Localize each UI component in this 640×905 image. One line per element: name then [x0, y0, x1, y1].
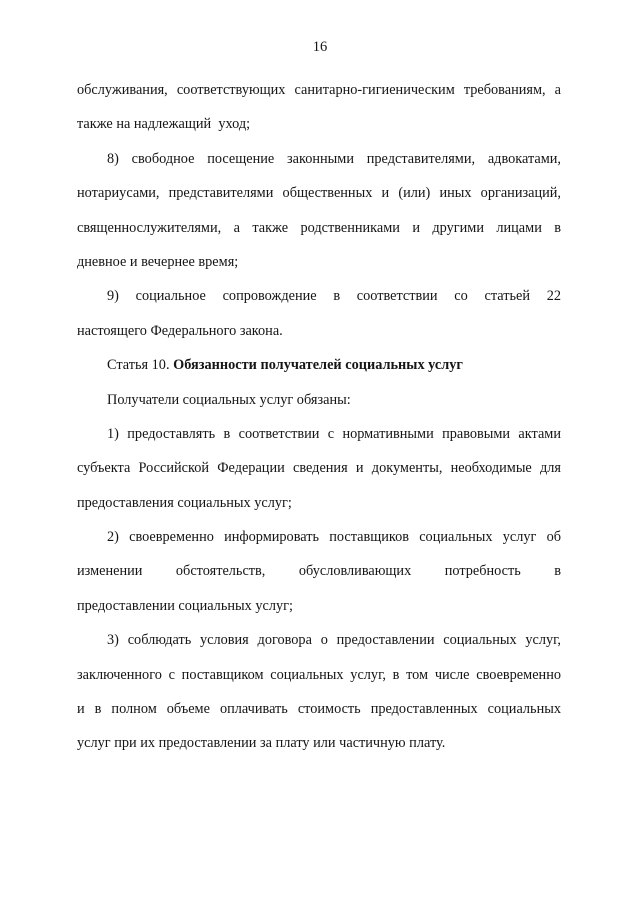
text-line: предоставлении социальных услуг;: [77, 597, 293, 614]
text-line: 9) социальное сопровождение в соответствии со статьей 22: [107, 288, 561, 305]
paragraph-right-8: [77, 142, 561, 280]
paragraph-duty-3: [77, 623, 561, 761]
paragraph-duty-2: [77, 520, 561, 623]
text-line: священнослужителями, а также родственниками и другими лицами в: [77, 219, 561, 236]
text-line: услуг при их предоставлении за плату или частичную плату.: [77, 735, 446, 752]
text-line: субъекта Российской Федерации сведения и документы, необходимые для: [77, 460, 561, 477]
text-line: настоящего Федерального закона.: [77, 322, 283, 339]
article-heading: [77, 348, 561, 382]
article-title: Обязанности получателей социальных услуг: [173, 357, 463, 374]
text-line: предоставления социальных услуг;: [77, 494, 292, 511]
text-line: 2) своевременно информировать поставщиков социальных услуг об: [107, 529, 561, 546]
text-line: и в полном объеме оплачивать стоимость предоставленных социальных: [77, 701, 561, 718]
text-line: заключенного с поставщиком социальных услуг, в том числе своевременно: [77, 666, 561, 683]
article-label: Статья 10.: [107, 357, 170, 374]
text-line: обслуживания, соответствующих санитарно-гигиеническим требованиям, а: [77, 82, 561, 98]
text-line: также на надлежащий уход;: [77, 116, 251, 133]
document-body: [77, 73, 561, 761]
text-line: 1) предоставлять в соответствии с нормативными правовыми актами: [107, 425, 561, 442]
text-line: 8) свободное посещение законными представителями, адвокатами,: [107, 150, 561, 167]
paragraph-right-9: [77, 279, 561, 348]
text-line: дневное и вечернее время;: [77, 253, 239, 270]
text-line: изменении обстоятельств, обусловливающих потребность в: [77, 563, 561, 580]
text-line: нотариусами, представителями общественных и (или) иных организаций,: [77, 185, 561, 202]
text-line: 3) соблюдать условия договора о предоставлении социальных услуг,: [107, 632, 561, 649]
paragraph-duty-1: [77, 417, 561, 520]
paragraph-rights-continuation: [77, 73, 561, 142]
page-number: 16: [312, 39, 328, 55]
article-intro: Получатели социальных услуг обязаны:: [107, 391, 351, 408]
